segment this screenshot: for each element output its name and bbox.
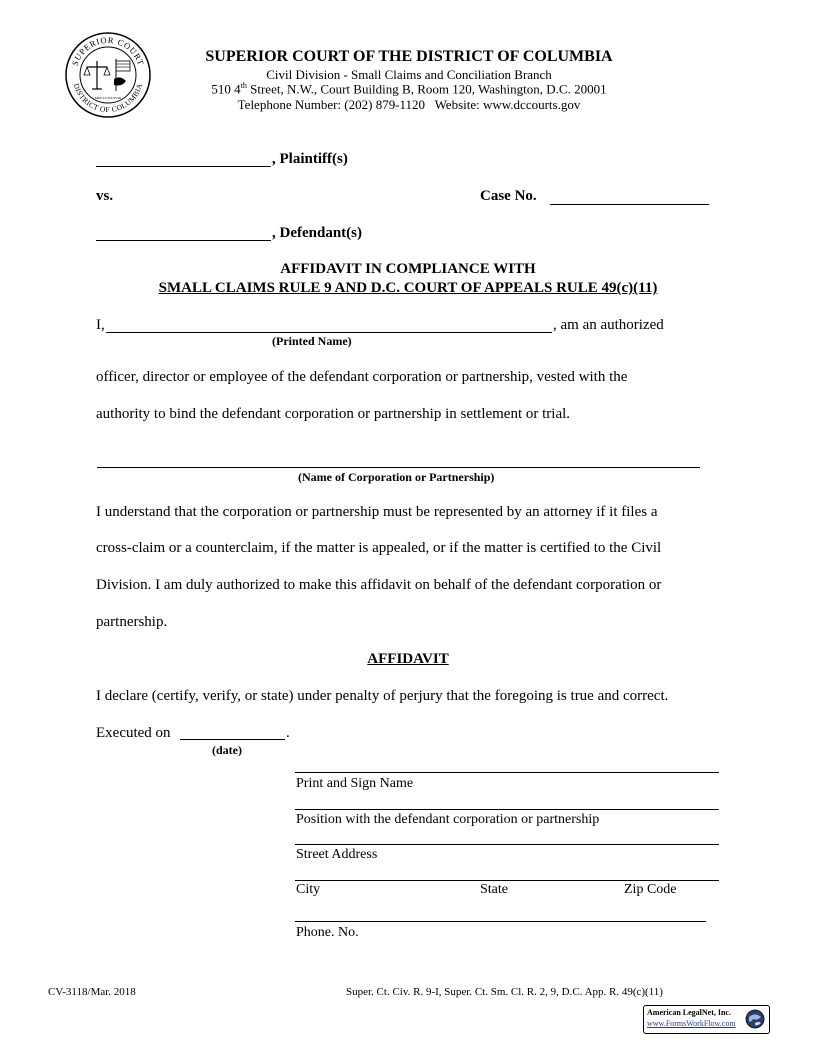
vs-label: vs. — [96, 188, 114, 204]
form-title-line2: SMALL CLAIMS RULE 9 AND D.C. COURT OF APPEALS RULE 49(c)(11) — [158, 280, 658, 296]
position-line[interactable] — [295, 809, 719, 810]
svg-text:DISTRICT OF COLUMBIA: DISTRICT OF COLUMBIA — [71, 82, 145, 115]
rule-citations: Super. Ct. Civ. R. 9-I, Super. Ct. Sm. Cl. R. 2, 9, D.C. App. R. 49(c)(11) — [346, 986, 663, 998]
executed-period: . — [286, 725, 290, 741]
form-title-line1: AFFIDAVIT IN COMPLIANCE WITH — [280, 261, 536, 277]
executed-label: Executed on — [96, 725, 171, 741]
phone-line[interactable] — [295, 921, 706, 922]
print-sign-label: Print and Sign Name — [296, 776, 414, 791]
zip-label: Zip Code — [624, 882, 677, 897]
phone-label: Phone. No. — [296, 925, 359, 940]
declaration-text: I declare (certify, verify, or state) under penalty of perjury that the foregoing is true and correct. — [96, 688, 669, 704]
court-title: SUPERIOR COURT OF THE DISTRICT OF COLUMBIA — [205, 48, 613, 65]
execution-date-field[interactable] — [180, 723, 285, 740]
case-number-label: Case No. — [480, 188, 537, 204]
svg-text:MDCCCXXXVIII: MDCCCXXXVIII — [94, 96, 122, 100]
street-line[interactable] — [295, 844, 719, 845]
division-name: Civil Division - Small Claims and Conciliation Branch — [266, 67, 552, 82]
city-state-zip-line[interactable] — [295, 880, 719, 881]
state-label: State — [480, 882, 508, 897]
i-label: I, — [96, 317, 105, 333]
vendor-name: American LegalNet, Inc. — [647, 1008, 731, 1017]
authority-text: authority to bind the defendant corporation or partnership in settlement or trial. — [96, 406, 571, 422]
defendant-name-field[interactable] — [96, 223, 271, 241]
corporation-caption: (Name of Corporation or Partnership) — [298, 470, 495, 484]
officer-text: officer, director or employee of the defendant corporation or partnership, vested with the — [96, 369, 628, 385]
date-caption: (date) — [212, 743, 242, 757]
vendor-url[interactable]: www.FormsWorkFlow.com — [647, 1019, 736, 1028]
plaintiff-label: , Plaintiff(s) — [272, 151, 348, 167]
court-address: 510 4th Street, N.W., Court Building B, Room 120, Washington, D.C. 20001 — [211, 81, 607, 97]
printed-name-field[interactable] — [106, 316, 552, 333]
city-label: City — [296, 882, 321, 897]
understand-line3: Division. I am duly authorized to make this affidavit on behalf of the defendant corporation or — [96, 577, 662, 593]
corporation-name-field[interactable] — [97, 452, 700, 468]
understand-line4: partnership. — [96, 614, 168, 630]
authorized-label: , am an authorized — [553, 317, 664, 333]
svg-text:SUPERIOR COURT: SUPERIOR COURT — [69, 34, 147, 68]
case-number-field[interactable] — [550, 187, 709, 205]
form-id: CV-3118/Mar. 2018 — [48, 986, 136, 998]
vendor-logo — [643, 1005, 770, 1034]
printed-name-caption: (Printed Name) — [272, 334, 352, 348]
signature-line[interactable] — [295, 772, 719, 773]
court-seal-icon — [64, 31, 152, 119]
understand-line1: I understand that the corporation or partnership must be represented by an attorney if it files a — [96, 504, 658, 520]
position-label: Position with the defendant corporation or partnership — [296, 812, 600, 827]
court-contact: Telephone Number: (202) 879-1120 Website: www.dccourts.gov — [237, 97, 581, 112]
affidavit-heading: AFFIDAVIT — [367, 651, 449, 667]
plaintiff-name-field[interactable] — [96, 149, 271, 167]
street-label: Street Address — [296, 847, 378, 862]
vendor-globe-icon — [745, 1009, 765, 1029]
understand-line2: cross-claim or a counterclaim, if the matter is appealed, or if the matter is certified to the Civil — [96, 540, 662, 556]
defendant-label: , Defendant(s) — [272, 225, 362, 241]
